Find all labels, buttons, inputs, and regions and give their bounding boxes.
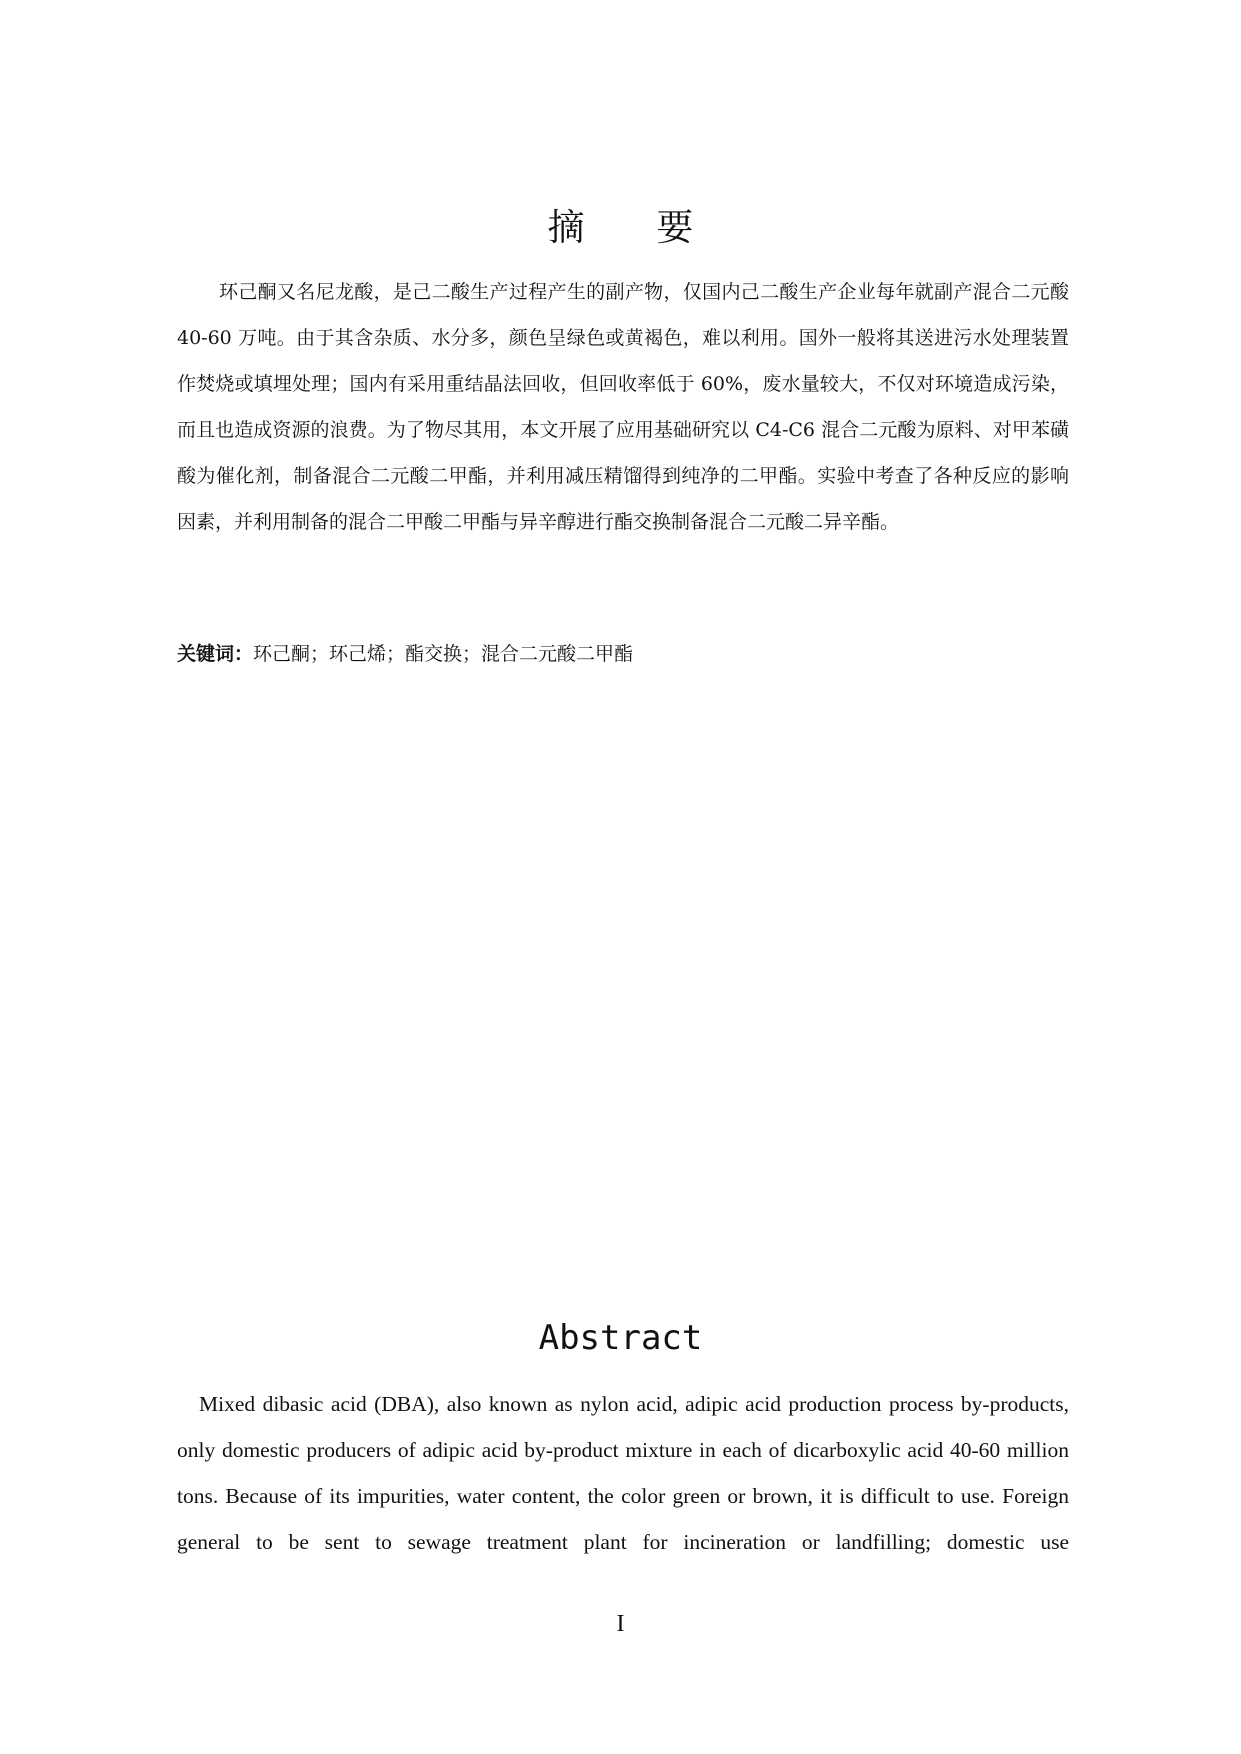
abstract-en-paragraph: Mixed dibasic acid (DBA), also known as nylon acid, adipic acid production process by-products, only domestic producers of adipic acid by-product mixture in each of dicarboxylic acid 40-60 million tons. Because of its impurities, water content, the color green or brown, it is difficult to use. Foreign general to be sent to sewage treatment plant for incineration or landfilling; domestic use (177, 1392, 1069, 1554)
abstract-en-body (177, 1381, 1069, 1565)
abstract-cn-title: 摘 要 (547, 206, 724, 249)
abstract-en-title: Abstract (538, 1318, 703, 1358)
keywords-line (177, 634, 1069, 674)
abstract-cn-body (177, 269, 1069, 545)
abstract-cn-paragraph: 环己酮又名尼龙酸，是己二酸生产过程产生的副产物，仅国内己二酸生产企业每年就副产混合二元酸 40-60 万吨。由于其含杂质、水分多，颜色呈绿色或黄褐色，难以利用。国外一般将其送进污水处理装置作焚烧或填埋处理；国内有采用重结晶法回收，但回收率低于 60%，废水量较大，不仅对环境造成污染，而且也造成资源的浪费。为了物尽其用，本文开展了应用基础研究以 C4-C6 混合二元酸为原料、对甲苯磺酸为催化剂，制备混合二元酸二甲酯，并利用减压精馏得到纯净的二甲酯。实验中考查了各种反应的影响因素，并利用制备的混合二甲酸二甲酯与异辛醇进行酯交换制备混合二元酸二异辛酯。 (177, 281, 1069, 533)
keywords-list: 环己酮；环己烯；酯交换；混合二元酸二甲酯 (253, 643, 634, 665)
keywords-label: 关键词： (177, 643, 254, 665)
page-number: I (616, 1611, 625, 1637)
